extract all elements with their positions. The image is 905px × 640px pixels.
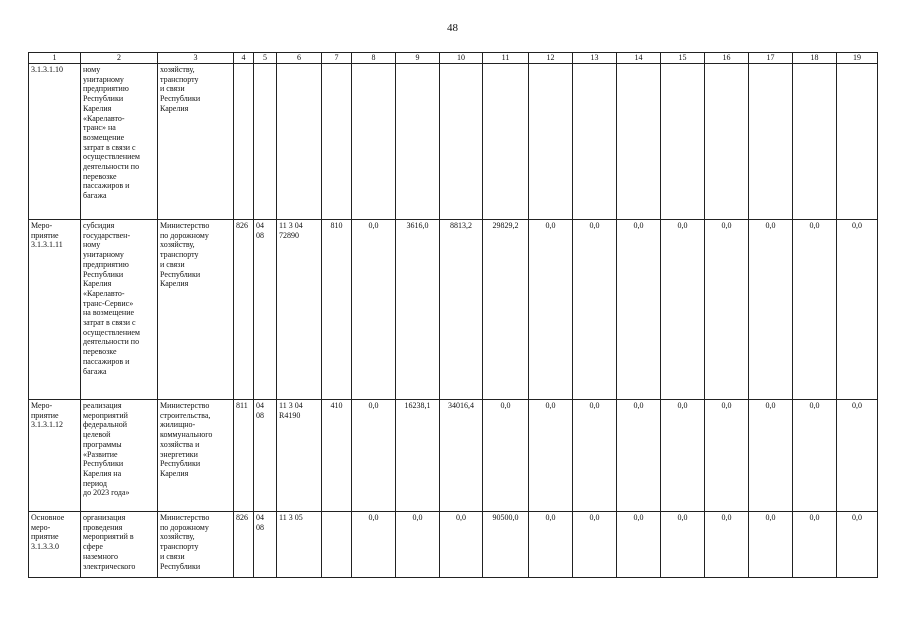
table-cell-col-9: 3616,0: [396, 220, 440, 400]
table-cell-col-3: Министерство по дорожному хозяйству, транспорту и связи Республики Карелия: [158, 220, 234, 400]
table-cell-col-9: 0,0: [396, 512, 440, 578]
table-cell-col-16: 0,0: [705, 512, 749, 578]
table-cell-col-13: [573, 64, 617, 220]
table-body: [29, 53, 878, 578]
table-cell-col-10: [440, 64, 483, 220]
column-header-11: 11: [483, 53, 529, 64]
table-cell-col-8: 0,0: [352, 400, 396, 512]
table-cell-col-15: 0,0: [661, 512, 705, 578]
table-cell-col-12: 0,0: [529, 220, 573, 400]
table-cell-col-18: 0,0: [793, 220, 837, 400]
column-header-5: 5: [254, 53, 277, 64]
table-cell-col-10: 34016,4: [440, 400, 483, 512]
table-cell-col-17: 0,0: [749, 512, 793, 578]
table-cell-col-3: хозяйству, транспорту и связи Республики Карелия: [158, 64, 234, 220]
table-cell-col-4: 811: [234, 400, 254, 512]
table-cell-col-12: 0,0: [529, 400, 573, 512]
table-cell-col-17: [749, 64, 793, 220]
column-header-4: 4: [234, 53, 254, 64]
column-header-18: 18: [793, 53, 837, 64]
table-cell-col-14: 0,0: [617, 512, 661, 578]
table-cell-col-11: 0,0: [483, 400, 529, 512]
table-cell-col-9: [396, 64, 440, 220]
table-cell-col-4: [234, 64, 254, 220]
column-header-16: 16: [705, 53, 749, 64]
table-cell-col-16: 0,0: [705, 400, 749, 512]
table-cell-col-3: Министерство по дорожному хозяйству, транспорту и связи Республики: [158, 512, 234, 578]
table-cell-col-2: организация проведения мероприятий в сфере наземного электрического: [81, 512, 158, 578]
table-cell-col-6: 11 3 05: [277, 512, 322, 578]
table-cell-col-14: 0,0: [617, 400, 661, 512]
column-header-9: 9: [396, 53, 440, 64]
page-number: 48: [447, 22, 458, 34]
table-cell-col-2: субсидия государствен- ному унитарному предприятию Республики Карелия «Карелавто- транс-Сервис» на возмещение затрат в связи с осуществлением деятельности по перевозке пассажиров и багажа: [81, 220, 158, 400]
table-cell-col-19: 0,0: [837, 400, 878, 512]
table-row: [29, 220, 878, 400]
table-cell-col-1: Меро- приятие 3.1.3.1.11: [29, 220, 81, 400]
table-cell-col-4: 826: [234, 220, 254, 400]
table-header-row: [29, 53, 878, 64]
table-cell-col-9: 16238,1: [396, 400, 440, 512]
table-cell-col-1: 3.1.3.1.10: [29, 64, 81, 220]
table-cell-col-7: [322, 64, 352, 220]
table-cell-col-18: [793, 64, 837, 220]
column-header-12: 12: [529, 53, 573, 64]
table-cell-col-16: 0,0: [705, 220, 749, 400]
table-cell-col-8: 0,0: [352, 220, 396, 400]
table-cell-col-10: 8813,2: [440, 220, 483, 400]
table-cell-col-7: 410: [322, 400, 352, 512]
table-cell-col-5: 04 08: [254, 220, 277, 400]
table-cell-col-18: 0,0: [793, 512, 837, 578]
table-cell-col-5: 04 08: [254, 400, 277, 512]
table-cell-col-6: 11 3 04 72890: [277, 220, 322, 400]
table-cell-col-8: 0,0: [352, 512, 396, 578]
table-cell-col-15: 0,0: [661, 220, 705, 400]
column-header-7: 7: [322, 53, 352, 64]
table-row: [29, 512, 878, 578]
table-cell-col-2: ному унитарному предприятию Республики Карелия «Карелавто- транс» на возмещение затрат в связи с осуществлением деятельности по перевозке пассажиров и багажа: [81, 64, 158, 220]
table-cell-col-13: 0,0: [573, 220, 617, 400]
table-cell-col-1: Меро- приятие 3.1.3.1.12: [29, 400, 81, 512]
column-header-17: 17: [749, 53, 793, 64]
table-cell-col-3: Министерство строительства, жилищно- коммунального хозяйства и энергетики Республики Карелия: [158, 400, 234, 512]
table-cell-col-13: 0,0: [573, 512, 617, 578]
table-row: [29, 64, 878, 220]
table-cell-col-15: 0,0: [661, 400, 705, 512]
table-cell-col-5: [254, 64, 277, 220]
table-cell-col-8: [352, 64, 396, 220]
table-cell-col-13: 0,0: [573, 400, 617, 512]
table-cell-col-15: [661, 64, 705, 220]
table-cell-col-6: [277, 64, 322, 220]
table-cell-col-7: [322, 512, 352, 578]
table-cell-col-14: 0,0: [617, 220, 661, 400]
table-cell-col-19: 0,0: [837, 512, 878, 578]
column-header-3: 3: [158, 53, 234, 64]
table-cell-col-4: 826: [234, 512, 254, 578]
column-header-6: 6: [277, 53, 322, 64]
column-header-19: 19: [837, 53, 878, 64]
table-cell-col-2: реализация мероприятий федеральной целевой программы «Развитие Республики Карелия на период до 2023 года»: [81, 400, 158, 512]
column-header-14: 14: [617, 53, 661, 64]
table-cell-col-6: 11 3 04 R4190: [277, 400, 322, 512]
table-cell-col-12: 0,0: [529, 512, 573, 578]
column-header-10: 10: [440, 53, 483, 64]
column-header-2: 2: [81, 53, 158, 64]
table-cell-col-5: 04 08: [254, 512, 277, 578]
column-header-15: 15: [661, 53, 705, 64]
table-cell-col-11: 29829,2: [483, 220, 529, 400]
table-cell-col-1: Основное меро- приятие 3.1.3.3.0: [29, 512, 81, 578]
table-cell-col-7: 810: [322, 220, 352, 400]
table-cell-col-19: [837, 64, 878, 220]
table-cell-col-11: 90500,0: [483, 512, 529, 578]
table-cell-col-11: [483, 64, 529, 220]
table-cell-col-16: [705, 64, 749, 220]
column-header-1: 1: [29, 53, 81, 64]
table-cell-col-10: 0,0: [440, 512, 483, 578]
table-row: [29, 400, 878, 512]
table-cell-col-17: 0,0: [749, 400, 793, 512]
table-cell-col-14: [617, 64, 661, 220]
column-header-13: 13: [573, 53, 617, 64]
table-cell-col-12: [529, 64, 573, 220]
budget-table: [28, 52, 878, 578]
table-cell-col-19: 0,0: [837, 220, 878, 400]
column-header-8: 8: [352, 53, 396, 64]
table-cell-col-17: 0,0: [749, 220, 793, 400]
table-cell-col-18: 0,0: [793, 400, 837, 512]
